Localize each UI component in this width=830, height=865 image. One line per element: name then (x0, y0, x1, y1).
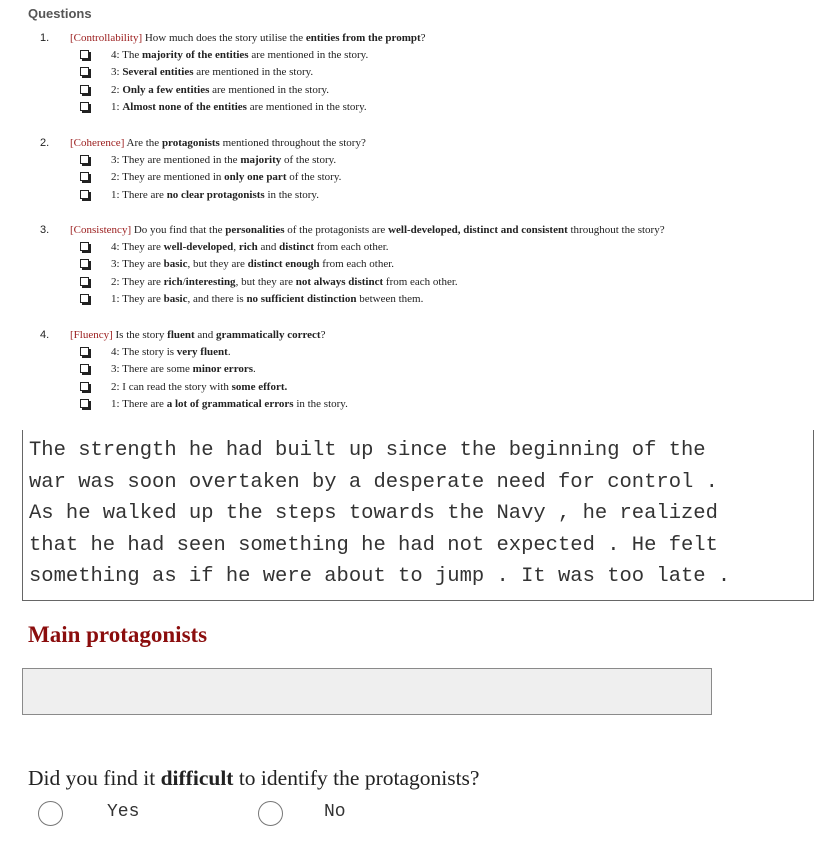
checkbox-icon[interactable] (80, 155, 89, 164)
option-item[interactable] (80, 291, 458, 308)
text-segment: Is the story (112, 329, 168, 341)
option-list (80, 239, 458, 308)
text-segment: Only a few entities (122, 83, 210, 96)
text-segment: ? (320, 329, 326, 341)
text-segment: 3: There are some (111, 363, 193, 376)
text-segment: 2: They are mentioned in (111, 171, 225, 184)
option-item[interactable] (80, 169, 341, 186)
text-segment: are mentioned in the story. (209, 83, 330, 96)
option-item[interactable] (80, 379, 348, 396)
question-number: 1. (40, 32, 50, 44)
question-category: [Fluency] (70, 329, 113, 341)
checkbox-icon[interactable] (80, 399, 89, 408)
checkbox-icon[interactable] (80, 85, 89, 94)
text-segment: personalities (225, 224, 285, 236)
text-segment: 1: They are (111, 292, 164, 305)
question-text (70, 222, 665, 239)
checkbox-icon[interactable] (80, 242, 89, 251)
text-segment: very fluent (176, 346, 228, 358)
text-segment: How much does the story utilise the (142, 32, 306, 44)
option-item[interactable] (80, 396, 348, 413)
text-segment: Do you find that the (131, 224, 226, 236)
text-segment: , but they are (235, 275, 296, 288)
text-segment: 1: There are (111, 188, 167, 201)
option-item[interactable] (80, 256, 458, 273)
checkbox-icon[interactable] (80, 67, 89, 76)
text-segment: only one part (224, 171, 287, 184)
text-segment: some effort. (231, 380, 288, 393)
question-category: [Coherence] (70, 137, 125, 149)
text-segment: 2: (111, 83, 123, 96)
option-item[interactable] (80, 239, 458, 256)
text-segment: no clear protagonists (166, 188, 265, 201)
text-segment: protagonists (161, 137, 220, 149)
question-number: 2. (40, 137, 50, 149)
text-segment: rich (163, 275, 183, 288)
option-item[interactable] (80, 99, 368, 116)
option-item[interactable] (80, 361, 348, 378)
text-segment: 3: They are mentioned in the (111, 154, 241, 166)
protagonists-input[interactable] (22, 668, 712, 715)
text-segment: distinct (279, 241, 314, 253)
text-segment: in the story. (293, 397, 348, 410)
checkbox-icon[interactable] (80, 364, 89, 373)
option-list (80, 344, 348, 413)
question-text (70, 327, 326, 344)
question-category: [Controllability] (70, 32, 143, 44)
text-segment: from each other. (319, 258, 395, 271)
text-segment: grammatically correct (216, 329, 321, 341)
checkbox-icon[interactable] (80, 172, 89, 181)
story-box[interactable] (22, 430, 814, 601)
question-number: 3. (40, 224, 50, 236)
text-segment: rich (238, 241, 258, 253)
text-segment: to identify the protagonists? (233, 766, 480, 790)
option-list (80, 152, 341, 204)
radio-yes-circle[interactable] (38, 801, 63, 826)
checkbox-icon[interactable] (80, 259, 89, 268)
text-segment: 4: The (111, 49, 142, 61)
text-segment: , and there is (187, 292, 247, 305)
text-segment: not always distinct (295, 275, 384, 288)
checkbox-icon[interactable] (80, 50, 89, 59)
text-segment: , (233, 241, 239, 253)
text-segment: of the story. (286, 171, 342, 184)
text-segment: difficult (160, 766, 234, 790)
checkbox-icon[interactable] (80, 382, 89, 391)
text-segment: throughout the story? (567, 224, 665, 236)
text-segment: are mentioned in the story. (193, 66, 314, 79)
text-segment: from each other. (314, 241, 389, 253)
text-segment: a lot of grammatical errors (166, 397, 294, 410)
option-item[interactable] (80, 64, 368, 81)
option-list (80, 47, 368, 116)
text-segment: . (253, 363, 256, 376)
radio-no-circle[interactable] (258, 801, 283, 826)
text-segment: well-developed, distinct and consistent (388, 224, 568, 236)
text-segment: ? (420, 32, 426, 44)
text-segment: entities from the prompt (305, 32, 421, 44)
question-text (70, 30, 426, 47)
checkbox-icon[interactable] (80, 277, 89, 286)
radio-yes-label[interactable]: Yes (107, 802, 140, 822)
checkbox-icon[interactable] (80, 190, 89, 199)
text-segment: 1: (111, 100, 123, 113)
radio-no-label[interactable]: No (324, 802, 346, 822)
main-protagonists-title: Main protagonists (28, 622, 208, 647)
option-item[interactable] (80, 47, 368, 64)
text-segment: 4: They are (111, 241, 164, 253)
story-text: The strength he had built up since the beginning of the war was soon overtaken by a desperate need for control . As he walked up the steps towards the Navy , he realized that he had seen something he had not expected . He felt something as if he were about to jump . It was too late . (29, 439, 731, 588)
option-item[interactable] (80, 274, 458, 291)
question-text (70, 135, 366, 152)
option-item[interactable] (80, 152, 341, 169)
questions-heading: Questions (28, 6, 92, 21)
text-segment: of the protagonists are (284, 224, 389, 236)
option-item[interactable] (80, 187, 341, 204)
text-segment: 4: The story is (111, 346, 177, 358)
option-item[interactable] (80, 344, 348, 361)
text-segment: are mentioned in the story. (248, 49, 369, 61)
checkbox-icon[interactable] (80, 294, 89, 303)
text-segment: basic (163, 258, 188, 271)
text-segment: distinct enough (247, 258, 320, 271)
text-segment: 2: They are (111, 275, 164, 288)
text-segment: are mentioned in the story. (246, 100, 367, 113)
text-segment: mentioned throughout the story? (219, 137, 366, 149)
question-category: [Consistency] (70, 224, 132, 236)
text-segment: 3: They are (111, 258, 164, 271)
checkbox-icon[interactable] (80, 347, 89, 356)
text-segment: Several entities (122, 66, 194, 79)
text-segment: , but they are (187, 258, 248, 271)
text-segment: 2: I can read the story with (111, 380, 232, 393)
checkbox-icon[interactable] (80, 102, 89, 111)
text-segment: of the story. (281, 154, 337, 166)
question-number: 4. (40, 329, 50, 341)
option-item[interactable] (80, 82, 368, 99)
text-segment: between them. (356, 292, 424, 305)
text-segment: minor errors (192, 363, 254, 376)
text-segment: in the story. (264, 188, 319, 201)
text-segment: no sufficient distinction (246, 292, 357, 305)
text-segment: from each other. (383, 275, 458, 288)
text-segment: Are the (124, 137, 162, 149)
difficulty-question (28, 766, 479, 791)
text-segment: interesting (185, 275, 236, 288)
text-segment: majority (240, 154, 282, 166)
text-segment: and (194, 329, 217, 341)
text-segment: Did you find it (28, 766, 161, 790)
text-segment: basic (163, 292, 188, 305)
text-segment: well-developed (163, 241, 234, 253)
text-segment: fluent (167, 329, 195, 341)
text-segment: and (257, 241, 280, 253)
text-segment: / (182, 275, 186, 288)
text-segment: 3: (111, 66, 123, 79)
text-segment: . (227, 346, 231, 358)
text-segment: Almost none of the entities (122, 100, 247, 113)
text-segment: 1: There are (111, 397, 167, 410)
text-segment: majority of the entities (141, 49, 249, 61)
